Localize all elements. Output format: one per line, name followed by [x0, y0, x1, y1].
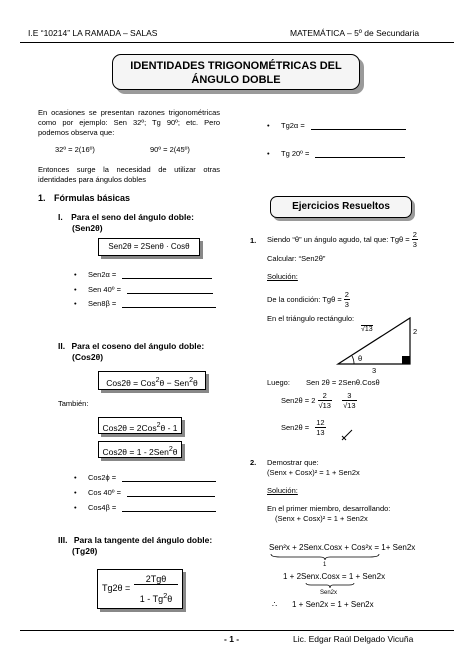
- triangle-angle-label: θ: [358, 354, 363, 363]
- ex2-paragraph: En el primer miembro, desarrollando:: [267, 504, 391, 513]
- ex1-luego-label: Luego:: [267, 378, 290, 387]
- exponent: 2: [168, 445, 173, 453]
- cos-item-3-label: Cos4β =: [88, 503, 117, 512]
- fraction: [318, 391, 332, 410]
- sen-item-2: [88, 285, 213, 294]
- ex2-solution-label: Solución:: [267, 486, 298, 495]
- title-line-2: ÁNGULO DOBLE: [191, 74, 281, 86]
- fraction-den: √13: [318, 401, 331, 410]
- cos-item-3: [88, 503, 216, 512]
- cos-formula-2-box: [98, 417, 182, 434]
- sen-subtitle: (Sen2θ): [72, 223, 103, 233]
- fraction: [344, 290, 350, 309]
- fraction: [412, 230, 418, 249]
- cos-subtitle: (Cos2θ): [72, 352, 104, 362]
- cos-formula-3-box: [98, 441, 182, 458]
- fraction-den: 13: [316, 428, 325, 437]
- sen-number: I.: [58, 212, 63, 222]
- section-1-heading: [38, 193, 130, 203]
- answer-blank[interactable]: [122, 511, 216, 512]
- ex1-statement-text: Siendo “θ” un ángulo agudo, tal que: Tgθ =: [267, 235, 410, 244]
- triangle-adjacent-label: 3: [372, 366, 377, 375]
- right-angle-marker: [402, 356, 410, 364]
- right-item-2: [281, 149, 405, 158]
- answer-blank[interactable]: [315, 157, 405, 158]
- ex1-step-2-lhs: Sen2θ =: [281, 423, 310, 432]
- fraction-den: √13: [343, 401, 356, 410]
- triangle-hypotenuse-label: √13: [361, 326, 373, 333]
- ex1-condition-text: De la condición: Tgθ =: [267, 295, 342, 304]
- underbrace-2: [305, 582, 355, 589]
- ex1-triangle-label: En el triángulo rectángulo:: [267, 314, 355, 323]
- intro-eq-1: 32º = 2(16º): [55, 145, 95, 154]
- ex1-step-1: [281, 391, 357, 410]
- sen-item-1: [88, 270, 212, 279]
- ejercicios-heading: Ejercicios Resueltos: [270, 196, 412, 218]
- ex1-luego: [267, 378, 380, 387]
- sen-item-2-label: Sen 40º =: [88, 285, 121, 294]
- answer-blank[interactable]: [127, 293, 213, 294]
- cos-item-2: [88, 488, 215, 497]
- fraction: [315, 418, 325, 437]
- page-number: - 1 -: [224, 634, 240, 644]
- underbrace-1: [270, 553, 380, 561]
- answer-blank[interactable]: [122, 278, 212, 279]
- exponent: 2: [155, 376, 160, 384]
- ex2-line-3: 1 + Sen2x = 1 + Sen2x: [292, 600, 374, 609]
- cos-formula-lhs: Cos2θ = Cos: [106, 377, 156, 388]
- cos-item-1-label: Cos2ϕ =: [88, 473, 117, 482]
- cos-formula-3-end: θ: [172, 446, 178, 457]
- ex2-line-2: 1 + 2Senx.Cosx = 1 + Sen2x: [283, 572, 386, 581]
- sen-item-3-label: Sen8β =: [88, 299, 117, 308]
- exponent: 2: [163, 591, 168, 600]
- header-right: MATEMÁTICA – 5º de Secundaria: [290, 28, 420, 38]
- sen-formula-box: [98, 238, 200, 256]
- cos-formula-2-end: θ - 1: [160, 422, 178, 433]
- therefore-symbol: ∴: [272, 600, 278, 609]
- tg-formula-box: [97, 569, 183, 609]
- page-title: [112, 54, 360, 90]
- fraction-num: 2: [412, 230, 417, 239]
- sen-heading: [58, 212, 194, 234]
- underbrace-1-label: 1: [323, 562, 327, 568]
- ex1-solution-label: Solución:: [267, 272, 298, 281]
- title-line-1: IDENTIDADES TRIGONOMÉTRICAS DEL: [130, 60, 342, 72]
- tambien-label: También:: [58, 399, 89, 408]
- tg-number: III.: [58, 535, 68, 545]
- angle-arc: [352, 356, 354, 364]
- tg-den-a: 1 - Tg: [139, 594, 164, 604]
- fraction-num: 3: [342, 391, 356, 401]
- ex1-step-2: [281, 418, 326, 437]
- fraction-num: 2: [344, 290, 349, 299]
- ex1-number: 1.: [250, 236, 257, 245]
- triangle-outline: [338, 318, 410, 364]
- intro-paragraph: En ocasiones se presentan razones trigonométricas como por ejemplo: Sen 32º; Tg 90º; etc. Pero podemos observa que:: [38, 108, 220, 137]
- tg-subtitle: (Tg2θ): [72, 546, 98, 556]
- tg-den-b: θ: [167, 594, 173, 604]
- tg-formula-lhs: Tg2θ =: [102, 583, 131, 593]
- right-item-1-label: Tg2α =: [281, 121, 305, 130]
- fraction-num: 2: [318, 391, 332, 401]
- sen-title: Para el seno del ángulo doble:: [71, 212, 194, 222]
- ex1-condition: [267, 290, 350, 309]
- fraction-num: 12: [316, 418, 325, 427]
- intro-paragraph-2: Entonces surge la necesidad de utilizar otras identidades para ángulos dobles: [38, 165, 220, 184]
- ex2-line-1: Sen²x + 2Senx.Cosx + Cos²x = 1+ Sen2x: [269, 543, 416, 552]
- ex1-luego-eq: Sen 2θ = 2Senθ.Cosθ: [306, 378, 380, 387]
- exponent: 2: [189, 376, 194, 384]
- fraction-den: 3: [412, 240, 417, 249]
- cos-item-1: [88, 473, 216, 482]
- exponent: 2: [156, 421, 161, 429]
- cos-formula-end: θ: [193, 377, 198, 388]
- ex1-calc: Calcular: “Sen2θ”: [267, 254, 326, 263]
- header-left: I.E “10214” LA RAMADA – SALAS: [28, 28, 158, 38]
- ex1-statement: [267, 230, 418, 249]
- underbrace-2-label: Sen2x: [320, 590, 338, 596]
- cos-formula-3-lhs: Cos2θ = 1 - 2Sen: [102, 446, 169, 457]
- answer-blank[interactable]: [122, 481, 216, 482]
- intro-eq-2: 90º = 2(45º): [150, 145, 190, 154]
- tg-title: Para la tangente del ángulo doble:: [73, 535, 213, 545]
- tg-heading: [58, 535, 212, 557]
- section-1-number: 1.: [38, 193, 46, 203]
- answer-check-mark: [340, 428, 354, 442]
- footer-author: Lic. Edgar Raúl Delgado Vicuña: [293, 634, 414, 644]
- tg-formula-numerator: 2Tgθ: [134, 574, 178, 585]
- triangle-opposite-label: 2: [413, 327, 418, 336]
- ex2-equation-2: (Senx + Cosx)² = 1 + Sen2x: [275, 514, 368, 523]
- ex1-step-1-lhs: Sen2θ = 2: [281, 396, 316, 405]
- footer-rule: [20, 630, 454, 631]
- answer-blank[interactable]: [311, 129, 406, 130]
- cos-formula-2-lhs: Cos2θ = 2Cos: [102, 422, 157, 433]
- cos-heading: [58, 341, 204, 363]
- tg-formula-denominator: [132, 591, 180, 604]
- ex2-number: 2.: [250, 458, 257, 467]
- fraction-den: 3: [344, 300, 349, 309]
- fraction: [342, 391, 356, 410]
- sen-formula: Sen2θ = 2Senθ · Cosθ: [108, 242, 190, 251]
- ex2-equation: (Senx + Cosx)² = 1 + Sen2x: [267, 468, 360, 477]
- section-1-title: Fórmulas básicas: [54, 193, 131, 203]
- cos-formula-box: [98, 371, 206, 390]
- sen-item-3: [88, 299, 216, 308]
- sen-item-1-label: Sen2α =: [88, 270, 117, 279]
- right-item-2-label: Tg 20º =: [281, 149, 310, 158]
- ex2-statement: Demostrar que:: [267, 458, 319, 467]
- answer-blank[interactable]: [127, 496, 215, 497]
- cos-title: Para el coseno del ángulo doble:: [71, 341, 205, 351]
- cos-item-2-label: Cos 40º =: [88, 488, 121, 497]
- cos-formula-mid: θ − Sen: [159, 377, 190, 388]
- answer-blank[interactable]: [122, 307, 216, 308]
- cos-number: II.: [58, 341, 66, 351]
- right-item-1: [281, 121, 406, 130]
- header-rule: [20, 42, 454, 43]
- right-triangle-diagram: [330, 312, 430, 372]
